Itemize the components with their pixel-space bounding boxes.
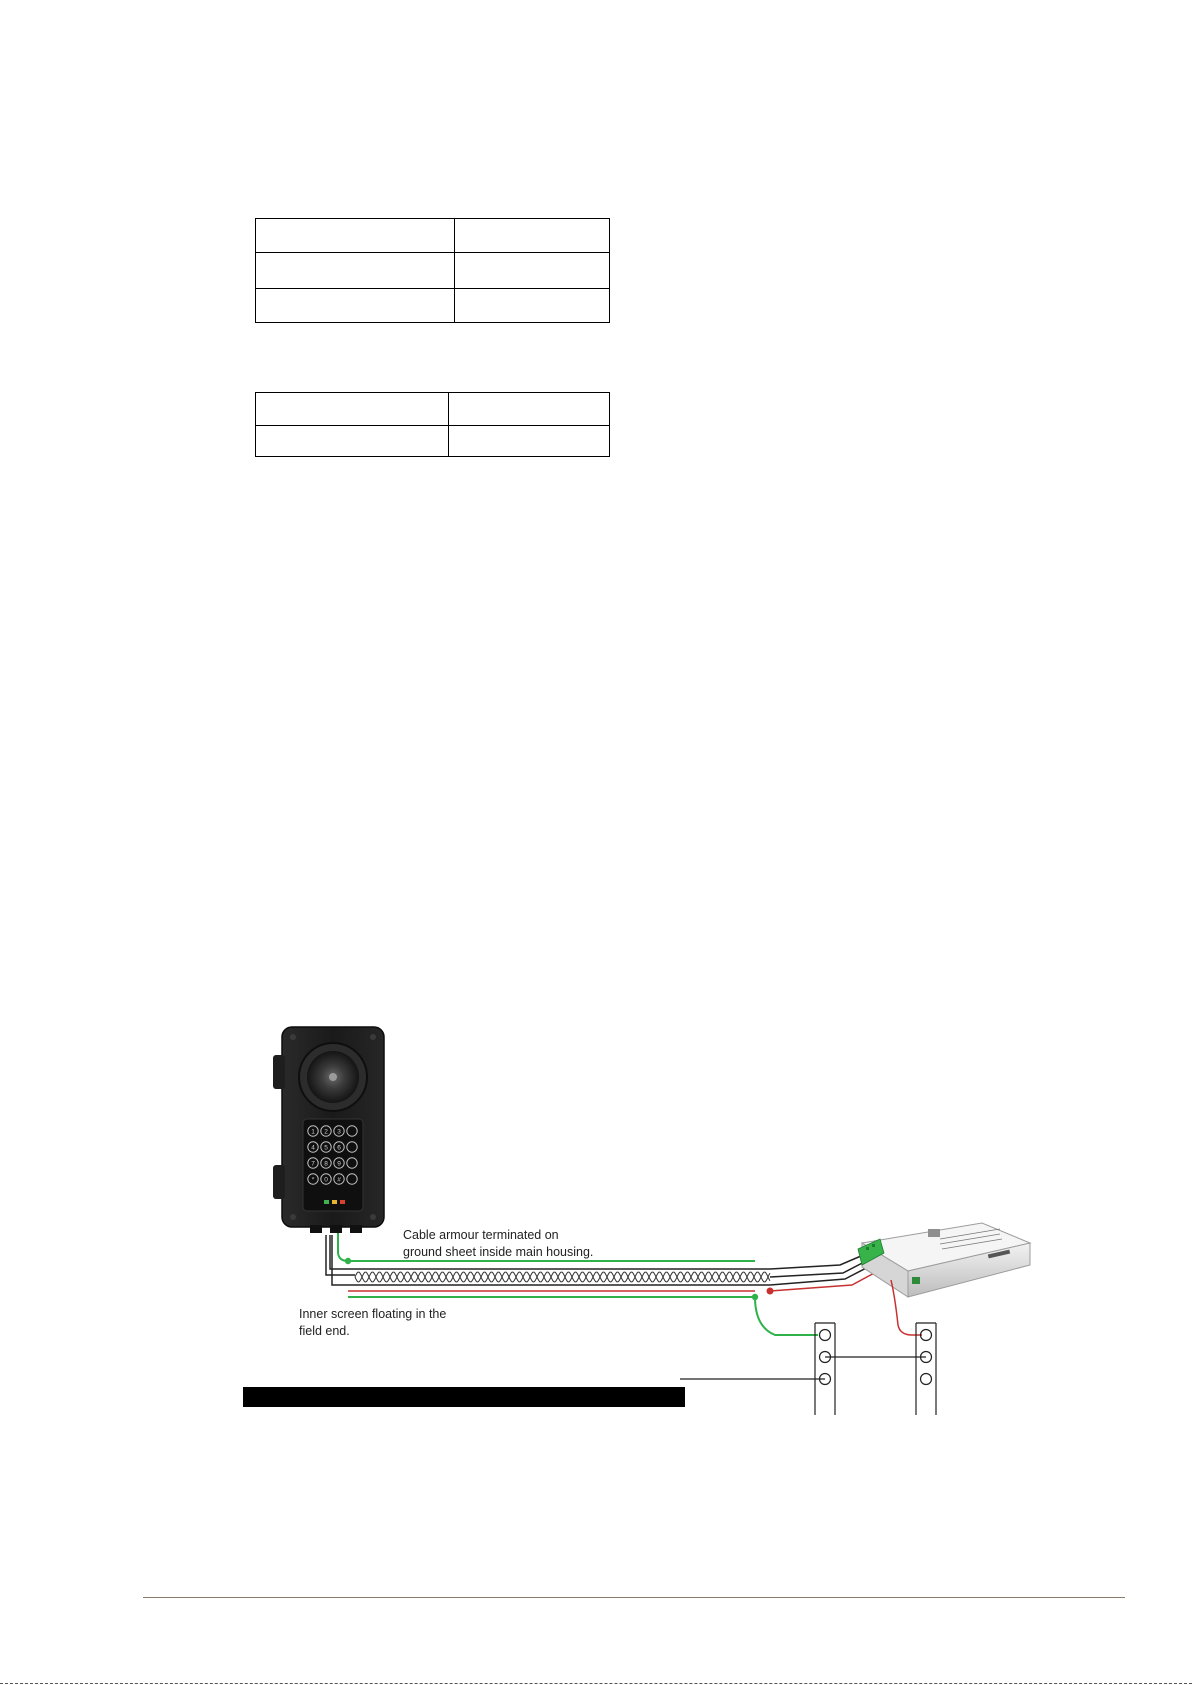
table-row [256, 393, 610, 426]
table-row [256, 219, 610, 253]
table-row [256, 289, 610, 323]
keypad-key-label: 2 [324, 1128, 328, 1136]
twisted-conductor [355, 1272, 770, 1282]
table-cell [256, 253, 455, 289]
table-cell [455, 219, 610, 253]
inner-screen-note: Inner screen floating in the field end. [299, 1307, 447, 1338]
empty-table-1 [255, 218, 610, 323]
terminal-strip-left [815, 1323, 835, 1415]
table-cell [449, 393, 610, 426]
twisted-pair-cable [355, 1272, 770, 1282]
keypad-key-label: 3 [337, 1128, 341, 1136]
table-cell [256, 393, 449, 426]
footer-rule [143, 1597, 1125, 1598]
keypad-key-label: 8 [324, 1160, 328, 1168]
keypad-key-label: 0 [324, 1176, 328, 1184]
table-cell [455, 253, 610, 289]
telephone-device [273, 1027, 384, 1233]
armour-ground-lead [752, 1294, 818, 1335]
speaker-icon [299, 1043, 367, 1111]
keypad-key-label: 1 [311, 1128, 315, 1136]
twisted-conductor [355, 1272, 770, 1282]
page-bottom-edge [0, 1683, 1192, 1684]
keypad-key-label: 7 [311, 1160, 315, 1168]
table-row [256, 253, 610, 289]
table-cell [256, 426, 449, 457]
wiring-diagram [240, 1025, 1060, 1415]
table-cell [256, 289, 455, 323]
keypad-key-label: # [337, 1176, 341, 1184]
table-cell [455, 289, 610, 323]
armour-note: Cable armour terminated on ground sheet inside main housing. [403, 1228, 594, 1259]
keypad-key-label: * [311, 1176, 315, 1184]
interface-box [858, 1223, 1030, 1297]
table-cell [256, 219, 455, 253]
table-cell [449, 426, 610, 457]
led-indicator-icon [324, 1200, 345, 1204]
keypad-key-label: 5 [324, 1144, 328, 1152]
keypad-key-label: 9 [337, 1160, 341, 1168]
empty-table-2 [255, 392, 610, 457]
table-row [256, 426, 610, 457]
terminal-strip-right [916, 1323, 936, 1415]
keypad-key-label: 4 [311, 1144, 315, 1152]
redaction-bar [243, 1387, 685, 1407]
keypad-key-label: 6 [337, 1144, 341, 1152]
keypad-icon [303, 1119, 363, 1211]
